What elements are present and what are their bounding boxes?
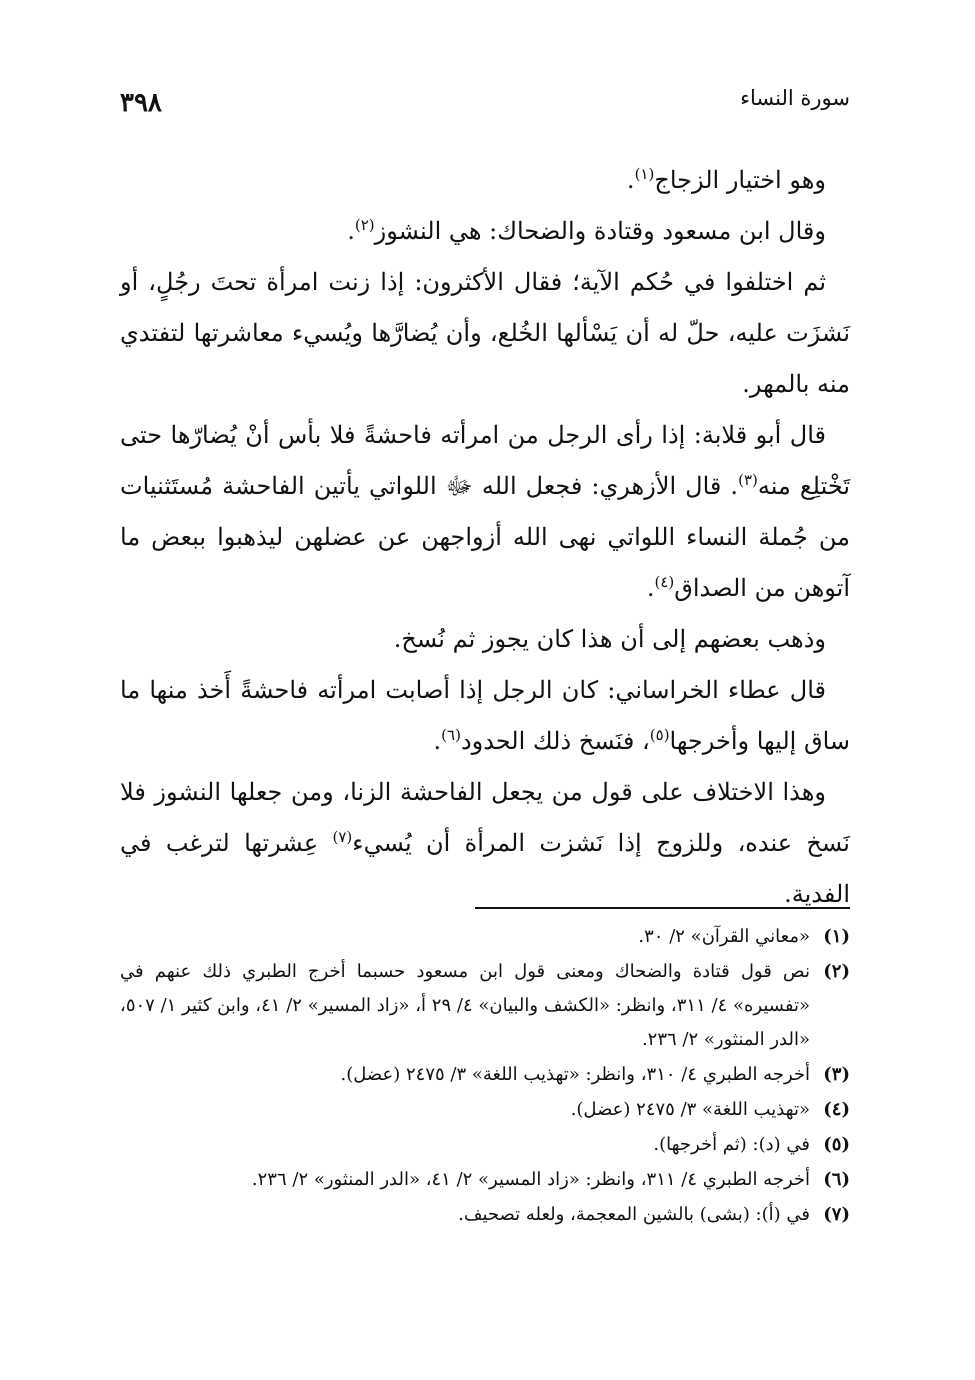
footnote-text: أخرجه الطبري ٤/ ٣١٠، وانظر: «تهذيب اللغة» ٣/ ٢٤٧٥ (عضل).: [340, 1064, 810, 1085]
paragraph-text: وذهب بعضهم إلى أن هذا كان يجوز ثم نُسخ.: [393, 625, 826, 653]
footnote-text: أخرجه الطبري ٤/ ٣١١، وانظر: «زاد المسير» ٢/ ٤١، «الدر المنثور» ٢/ ٢٣٦.: [251, 1169, 810, 1190]
paragraph: [120, 257, 850, 410]
paragraph: [120, 155, 850, 206]
footnote-marker: (٧): [332, 828, 353, 846]
paragraph-text: وهو اختيار الزجاج: [654, 166, 826, 194]
paragraph-text: .: [347, 217, 355, 245]
footnote-number: (٤): [823, 1099, 850, 1120]
page-number: ٣٩٨: [120, 88, 162, 118]
footnote-number: (٧): [823, 1204, 850, 1225]
footnote-text: نص قول قتادة والضحاك ومعنى قول ابن مسعود حسبما أخرج الطبري ذلك عنهم في «تفسيره» ٤/ ٣١١، وانظر: «الكشف والبيان» ٤/ ٢٩ أ، «زاد المسير» ٢/ ٤١، وابن كثير ١/ ٥٠٧، «الدر المنثور» ٢/ ٢٣٦.: [120, 961, 810, 1050]
footnote: [120, 1163, 850, 1197]
main-text: [120, 155, 850, 920]
footnotes: [120, 920, 850, 1233]
paragraph-text: ، فنَسخ ذلك الحدود: [460, 727, 650, 755]
footnote-number: (١): [823, 926, 850, 947]
footnote-number: (٥): [823, 1134, 850, 1155]
running-header: [120, 86, 850, 126]
paragraph: [120, 206, 850, 257]
footnote-number: (٦): [823, 1169, 850, 1190]
paragraph-text: . قال الأزهري: فجعل الله ﷻ اللواتي يأتين الفاحشة مُستَثنيات من جُملة النساء اللواتي نهى الله أزواجهن عن عضلهن ليذهبوا ببعض ما آتوهن من الصداق: [120, 472, 850, 602]
footnote: [120, 1058, 850, 1092]
footnote-text: «تهذيب اللغة» ٣/ ٢٤٧٥ (عضل).: [570, 1099, 810, 1120]
paragraph: [120, 665, 850, 767]
paragraph: [120, 614, 850, 665]
footnote-number: (٢): [823, 961, 850, 982]
paragraph-text: قال أبو قلابة: إذا رأى الرجل من امرأته فاحشةً فلا بأس أنْ يُضارّها حتى تَخْتلِع منه: [120, 421, 850, 500]
paragraph: [120, 767, 850, 920]
footnote-text: «معاني القرآن» ٢/ ٣٠.: [638, 926, 810, 947]
footnote-marker: (٢): [354, 216, 375, 234]
paragraph-text: ثم اختلفوا في حُكم الآية؛ فقال الأكثرون: إذا زنت امرأة تحتَ رجُلٍ، أو نَشزَت عليه، حلّ له أن يَسْألها الخُلع، وأن يُضارَّها ويُسيء معاشرتها لتفتدي منه بالمهر.: [120, 268, 850, 398]
footnote-separator: [475, 907, 850, 909]
paragraph-text: وهذا الاختلاف على قول من يجعل الفاحشة الزنا، ومن جعلها النشوز فلا نَسخ عنده، وللزوج إذا نَشزت المرأة أن يُسيء: [120, 778, 850, 857]
paragraph-text: .: [646, 574, 655, 602]
footnote-marker: (٤): [654, 573, 675, 591]
paragraph: [120, 410, 850, 614]
footnote-number: (٣): [823, 1064, 850, 1085]
paragraph-text: قال عطاء الخراساني: كان الرجل إذا أصابت امرأته فاحشةً أَخذ منها ما ساق إليها وأخرجها: [120, 676, 850, 755]
footnote-marker: (١): [634, 165, 655, 183]
footnote-marker: (٦): [441, 726, 461, 744]
footnote: [120, 1093, 850, 1127]
footnote-marker: (٣): [738, 471, 758, 489]
paragraph-text: عِشرتها لترغب في الفدية.: [120, 829, 850, 908]
paragraph-text: .: [433, 727, 442, 755]
footnote: [120, 1128, 850, 1162]
paragraph-text: وقال ابن مسعود وقتادة والضحاك: هي النشوز: [374, 217, 826, 245]
footnote: [120, 1198, 850, 1232]
footnote-marker: (٥): [649, 726, 670, 744]
footnote: [120, 955, 850, 1057]
footnote-text: في (د): (ثم أخرجها).: [653, 1134, 810, 1155]
footnote-text: في (أ): (بشى) بالشين المعجمة، ولعله تصحيف.: [458, 1204, 810, 1225]
chapter-title: سورة النساء: [740, 86, 850, 110]
page: [120, 0, 850, 1380]
paragraph-text: .: [626, 166, 635, 194]
footnote: [120, 920, 850, 954]
